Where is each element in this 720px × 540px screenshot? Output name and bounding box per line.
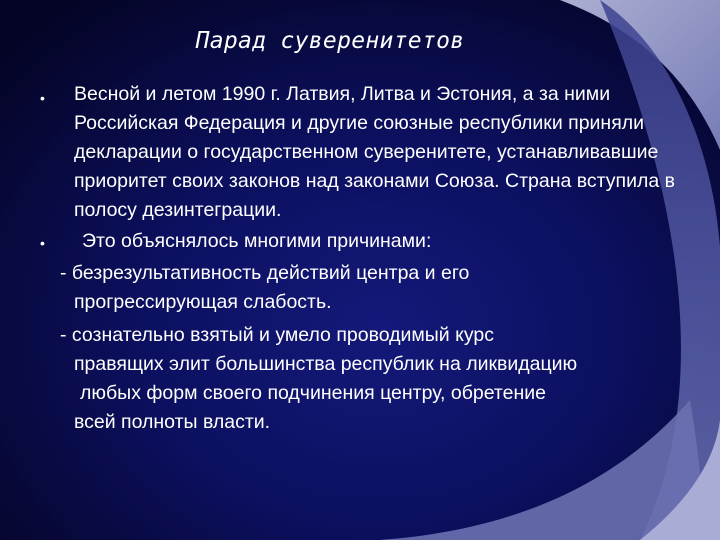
- bullet-item-2: [40, 227, 700, 256]
- bullet-icon: •: [40, 90, 45, 106]
- bullet-text-1: Весной и летом 1990 г. Латвия, Литва и Эстония, а за ними Российская Федерация и другие союзные республики приняли декларации о государственном суверенитете, устанавливавшие приоритет своих законов над законами Союза. Страна вступила в полосу дезинтеграции.: [74, 83, 675, 221]
- reason-2-line-2: правящих элит большинства республик на ликвидацию: [74, 353, 578, 375]
- reason-item-2: [40, 321, 700, 437]
- reason-1-line-2: прогрессирующая слабость.: [74, 291, 332, 313]
- bullet-icon: •: [40, 235, 45, 251]
- reason-2-line-1: - сознательно взятый и умело проводимый курс: [60, 324, 494, 346]
- reason-1-line-1: - безрезультативность действий центра и его: [60, 262, 470, 284]
- reason-2-line-4: всей полноты власти.: [74, 411, 271, 433]
- slide-body: [40, 80, 700, 437]
- reason-2-line-3: любых форм своего подчинения центру, обретение: [80, 382, 546, 404]
- bullet-item-1: [40, 80, 700, 225]
- slide-title: Парад суверенитетов: [195, 28, 465, 54]
- reason-item-1: [40, 259, 700, 317]
- bullet-text-2: Это объяснялось многими причинами:: [82, 230, 432, 252]
